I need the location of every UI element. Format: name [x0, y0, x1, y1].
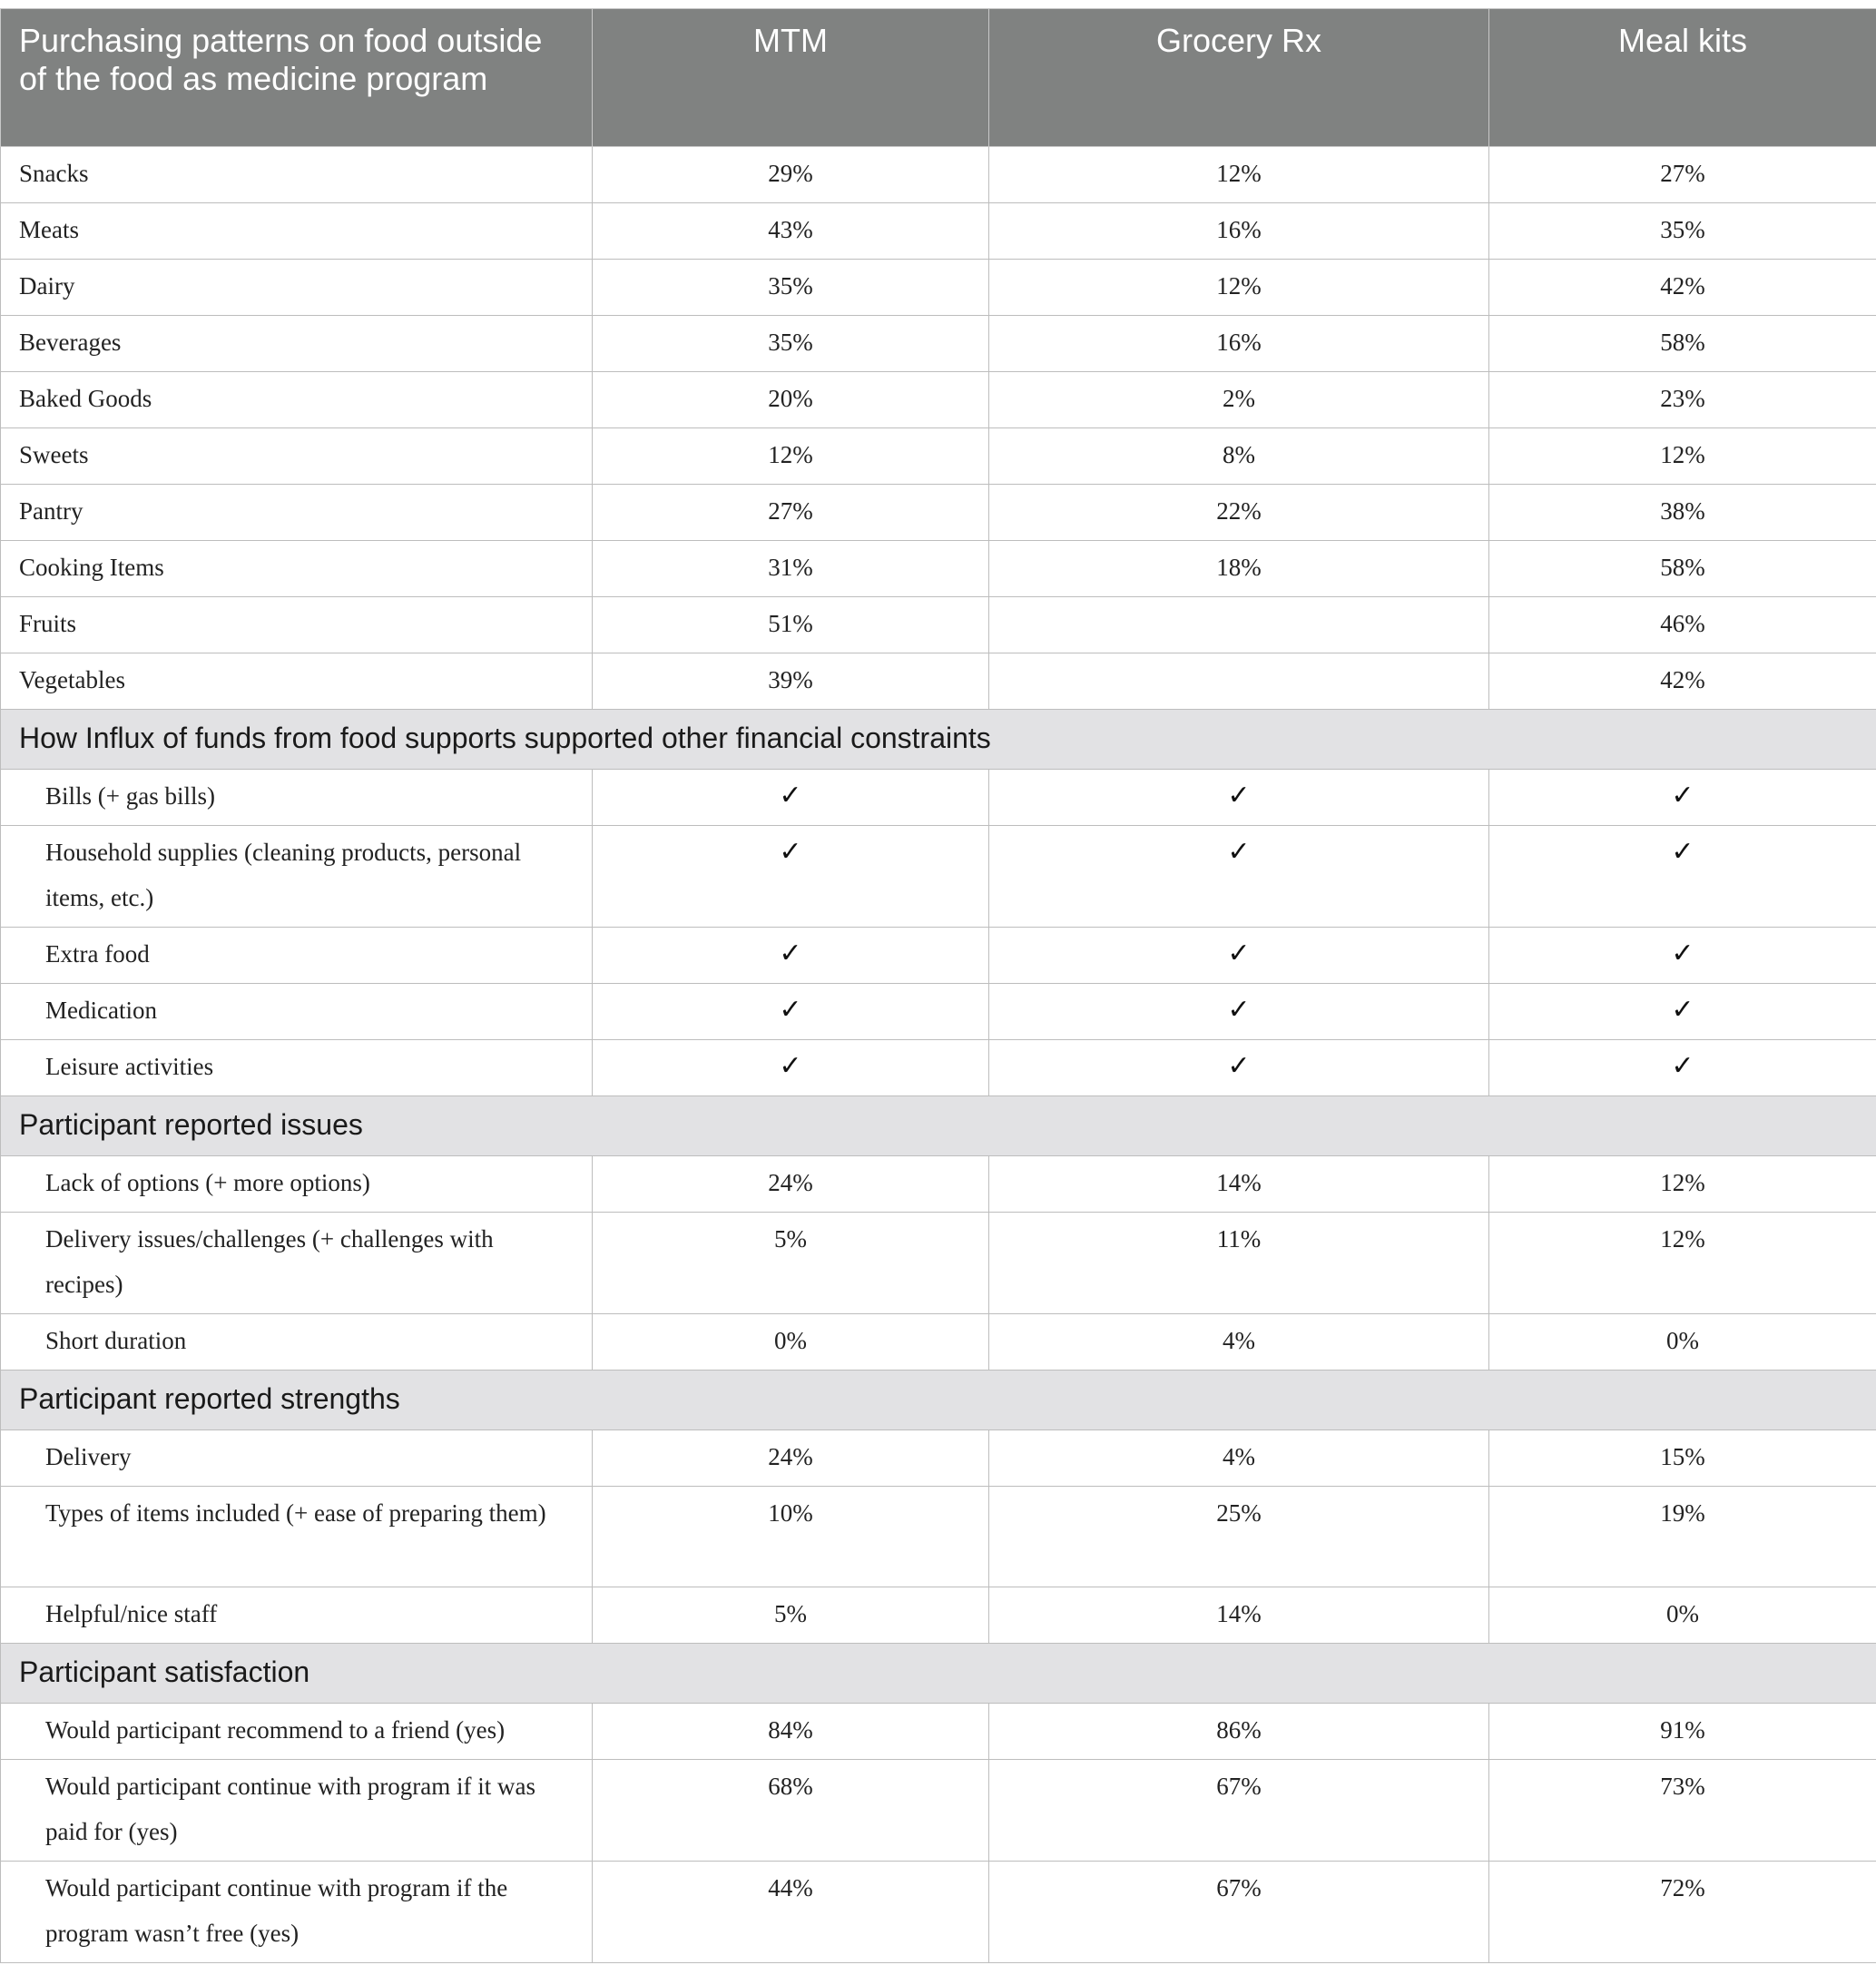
cell-grocery-rx: 16%	[989, 203, 1489, 260]
cell-meal-kits: 46%	[1489, 597, 1876, 653]
cell-grocery-rx: 86%	[989, 1704, 1489, 1760]
cell-meal-kits: 0%	[1489, 1587, 1876, 1644]
table-row	[1, 485, 1876, 541]
table-row	[1, 372, 1876, 428]
cell-mtm: 5%	[593, 1213, 989, 1314]
cell-grocery-rx: 14%	[989, 1587, 1489, 1644]
cell-grocery-rx: 12%	[989, 260, 1489, 316]
check-icon: ✓	[989, 826, 1489, 928]
cell-grocery-rx: 67%	[989, 1760, 1489, 1862]
row-label: Cooking Items	[1, 541, 593, 597]
check-icon: ✓	[593, 770, 989, 826]
cell-mtm: 29%	[593, 147, 989, 203]
row-label: Medication	[1, 984, 593, 1040]
table-row	[1, 1213, 1876, 1314]
row-label: Short duration	[1, 1314, 593, 1371]
table-row	[1, 316, 1876, 372]
cell-grocery-rx: 67%	[989, 1862, 1489, 1963]
row-label: Would participant recommend to a friend (yes)	[1, 1704, 593, 1760]
cell-mtm: 12%	[593, 428, 989, 485]
table-row	[1, 1760, 1876, 1862]
table-row	[1, 984, 1876, 1040]
cell-mtm: 24%	[593, 1156, 989, 1213]
cell-grocery-rx: 16%	[989, 316, 1489, 372]
section-title: Participant satisfaction	[1, 1644, 1876, 1704]
check-icon: ✓	[593, 1040, 989, 1096]
cell-meal-kits: 38%	[1489, 485, 1876, 541]
cell-mtm: 24%	[593, 1430, 989, 1487]
table-row	[1, 1704, 1876, 1760]
cell-grocery-rx: 4%	[989, 1430, 1489, 1487]
table-row	[1, 260, 1876, 316]
header-mtm: MTM	[593, 9, 989, 147]
cell-mtm: 35%	[593, 316, 989, 372]
row-label: Dairy	[1, 260, 593, 316]
cell-meal-kits: 42%	[1489, 260, 1876, 316]
cell-meal-kits: 0%	[1489, 1314, 1876, 1371]
check-icon: ✓	[1489, 1040, 1876, 1096]
cell-mtm: 84%	[593, 1704, 989, 1760]
section-header-funds	[1, 710, 1876, 770]
check-icon: ✓	[989, 1040, 1489, 1096]
cell-grocery-rx	[989, 597, 1489, 653]
cell-meal-kits: 27%	[1489, 147, 1876, 203]
check-icon: ✓	[989, 928, 1489, 984]
table-row	[1, 1156, 1876, 1213]
table-row	[1, 770, 1876, 826]
row-label: Leisure activities	[1, 1040, 593, 1096]
header-meal-kits: Meal kits	[1489, 9, 1876, 147]
check-icon: ✓	[1489, 928, 1876, 984]
row-label: Vegetables	[1, 653, 593, 710]
table-row	[1, 428, 1876, 485]
cell-grocery-rx: 11%	[989, 1213, 1489, 1314]
row-label: Fruits	[1, 597, 593, 653]
table-row	[1, 203, 1876, 260]
cell-grocery-rx: 4%	[989, 1314, 1489, 1371]
check-icon: ✓	[593, 826, 989, 928]
cell-mtm: 20%	[593, 372, 989, 428]
row-label: Lack of options (+ more options)	[1, 1156, 593, 1213]
cell-mtm: 35%	[593, 260, 989, 316]
header-grocery-rx: Grocery Rx	[989, 9, 1489, 147]
cell-meal-kits: 35%	[1489, 203, 1876, 260]
cell-meal-kits: 58%	[1489, 541, 1876, 597]
cell-mtm: 0%	[593, 1314, 989, 1371]
cell-mtm: 27%	[593, 485, 989, 541]
table-row	[1, 1430, 1876, 1487]
table-row	[1, 826, 1876, 928]
table-row	[1, 1587, 1876, 1644]
cell-grocery-rx: 25%	[989, 1487, 1489, 1587]
check-icon: ✓	[593, 928, 989, 984]
cell-mtm: 31%	[593, 541, 989, 597]
cell-meal-kits: 12%	[1489, 1213, 1876, 1314]
row-label: Baked Goods	[1, 372, 593, 428]
check-icon: ✓	[989, 770, 1489, 826]
row-label: Pantry	[1, 485, 593, 541]
table-row	[1, 1040, 1876, 1096]
row-label: Delivery	[1, 1430, 593, 1487]
table-row	[1, 1862, 1876, 1963]
table-row	[1, 928, 1876, 984]
cell-meal-kits: 15%	[1489, 1430, 1876, 1487]
row-label: Meats	[1, 203, 593, 260]
header-category: Purchasing patterns on food outside of the food as medicine program	[1, 9, 593, 147]
cell-meal-kits: 72%	[1489, 1862, 1876, 1963]
row-label: Sweets	[1, 428, 593, 485]
cell-meal-kits: 12%	[1489, 428, 1876, 485]
table-row	[1, 147, 1876, 203]
section-header-strengths	[1, 1371, 1876, 1430]
cell-mtm: 44%	[593, 1862, 989, 1963]
cell-meal-kits: 19%	[1489, 1487, 1876, 1587]
check-icon: ✓	[989, 984, 1489, 1040]
row-label: Household supplies (cleaning products, personal items, etc.)	[1, 826, 593, 928]
cell-grocery-rx: 8%	[989, 428, 1489, 485]
cell-grocery-rx: 12%	[989, 147, 1489, 203]
row-label: Types of items included (+ ease of preparing them)	[1, 1487, 593, 1587]
row-label: Would participant continue with program if it was paid for (yes)	[1, 1760, 593, 1862]
table-row	[1, 1314, 1876, 1371]
cell-meal-kits: 42%	[1489, 653, 1876, 710]
cell-meal-kits: 73%	[1489, 1760, 1876, 1862]
section-title: How Influx of funds from food supports supported other financial constraints	[1, 710, 1876, 770]
cell-meal-kits: 12%	[1489, 1156, 1876, 1213]
table-row	[1, 541, 1876, 597]
cell-grocery-rx	[989, 653, 1489, 710]
check-icon: ✓	[1489, 826, 1876, 928]
check-icon: ✓	[1489, 984, 1876, 1040]
table-row	[1, 1487, 1876, 1587]
cell-mtm: 68%	[593, 1760, 989, 1862]
header-row	[1, 9, 1876, 147]
cell-mtm: 10%	[593, 1487, 989, 1587]
row-label: Would participant continue with program if the program wasn’t free (yes)	[1, 1862, 593, 1963]
row-label: Helpful/nice staff	[1, 1587, 593, 1644]
section-header-satisfaction	[1, 1644, 1876, 1704]
cell-grocery-rx: 18%	[989, 541, 1489, 597]
cell-mtm: 39%	[593, 653, 989, 710]
cell-mtm: 51%	[593, 597, 989, 653]
row-label: Bills (+ gas bills)	[1, 770, 593, 826]
cell-mtm: 43%	[593, 203, 989, 260]
cell-meal-kits: 58%	[1489, 316, 1876, 372]
cell-grocery-rx: 14%	[989, 1156, 1489, 1213]
row-label: Delivery issues/challenges (+ challenges with recipes)	[1, 1213, 593, 1314]
row-label: Beverages	[1, 316, 593, 372]
cell-meal-kits: 91%	[1489, 1704, 1876, 1760]
section-header-issues	[1, 1096, 1876, 1156]
table-row	[1, 597, 1876, 653]
section-title: Participant reported issues	[1, 1096, 1876, 1156]
section-title: Participant reported strengths	[1, 1371, 1876, 1430]
check-icon: ✓	[593, 984, 989, 1040]
table-row	[1, 653, 1876, 710]
row-label: Extra food	[1, 928, 593, 984]
cell-grocery-rx: 2%	[989, 372, 1489, 428]
results-table	[0, 8, 1876, 1963]
row-label: Snacks	[1, 147, 593, 203]
check-icon: ✓	[1489, 770, 1876, 826]
cell-meal-kits: 23%	[1489, 372, 1876, 428]
cell-grocery-rx: 22%	[989, 485, 1489, 541]
cell-mtm: 5%	[593, 1587, 989, 1644]
